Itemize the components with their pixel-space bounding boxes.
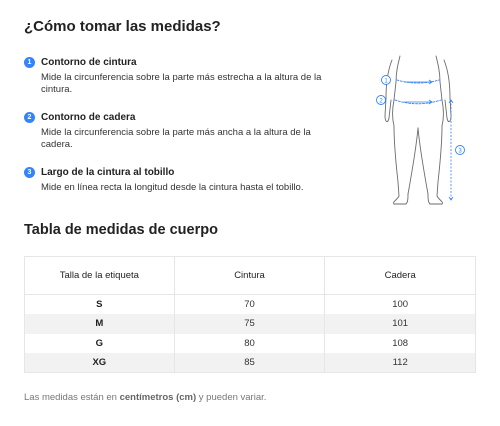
legs-figure-icon <box>372 54 468 214</box>
step-description: Mide la circunferencia sobre la parte más ancha a la altura de la cadera. <box>41 127 311 150</box>
marker-2 <box>377 96 386 105</box>
step-title: Contorno de cadera <box>41 112 136 123</box>
header-size-label: Talla de la etiqueta <box>25 257 175 295</box>
page-title: ¿Cómo tomar las medidas? <box>24 18 221 35</box>
cell-waist: 80 <box>174 334 325 354</box>
cell-hip: 108 <box>392 337 409 349</box>
step-number-badge: 2 <box>24 112 35 123</box>
step-description: Mide la circunferencia sobre la parte más estrecha a la altura de la cintura. <box>41 72 322 95</box>
step-title: Largo de la cintura al tobillo <box>41 167 175 178</box>
step-hip <box>24 111 344 151</box>
marker-2-label: 2 <box>379 98 383 105</box>
cell-waist: 70 <box>174 295 325 315</box>
cell-size: S <box>25 295 175 315</box>
marker-3 <box>456 146 465 155</box>
step-title: Contorno de cintura <box>41 57 137 68</box>
header-waist: Cintura <box>174 257 325 295</box>
step-number-badge: 3 <box>24 167 35 178</box>
marker-3-label: 3 <box>458 148 462 155</box>
cell-hip: 101 <box>325 314 476 334</box>
size-table <box>24 256 476 373</box>
step-description: Mide en línea recta la longitud desde la cintura hasta el tobillo. <box>41 182 304 193</box>
table-row <box>25 295 476 315</box>
cell-hip: 112 <box>325 353 476 373</box>
body-measurement-illustration <box>372 54 468 214</box>
table-header-row <box>25 257 476 295</box>
step-number-badge: 1 <box>24 57 35 68</box>
cell-waist: 75 <box>174 314 325 334</box>
table-row <box>25 334 476 354</box>
cell-size: M <box>25 314 175 334</box>
cell-hip: 100 <box>392 299 409 310</box>
footnote <box>24 392 266 403</box>
marker-1 <box>382 76 391 85</box>
footnote-unit: centímetros (cm) <box>119 392 197 403</box>
step-waist-to-ankle <box>24 166 344 194</box>
footnote-suffix: y pueden variar. <box>196 392 267 403</box>
table-section-title: Tabla de medidas de cuerpo <box>24 222 218 238</box>
table-row <box>25 314 476 334</box>
step-waist <box>24 56 344 96</box>
cell-waist: 85 <box>174 353 325 373</box>
marker-1-label: 1 <box>384 78 388 85</box>
footnote-prefix: Las medidas están en <box>24 392 120 403</box>
measurement-steps <box>24 56 344 209</box>
cell-size: G <box>25 334 175 354</box>
table-row <box>25 353 476 373</box>
cell-size: XG <box>25 353 175 373</box>
header-hip: Cadera <box>325 257 476 295</box>
